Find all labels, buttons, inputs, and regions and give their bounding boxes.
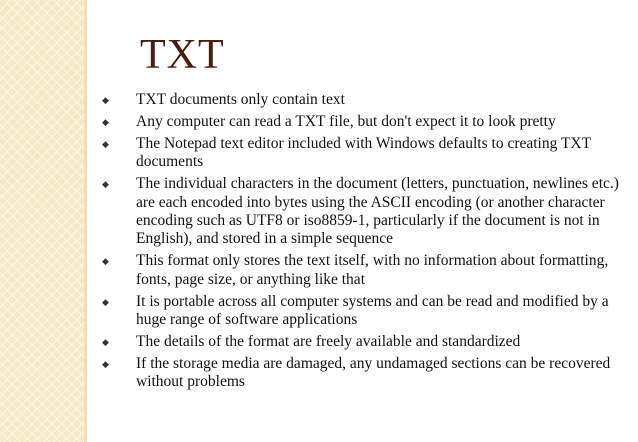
bullet-icon: ◆: [102, 116, 109, 127]
bullet-text: Any computer can read a TXT file, but don't expect it to look pretty: [136, 112, 556, 130]
bullet-item: [100, 135, 625, 172]
bullet-icon: ◆: [102, 95, 109, 105]
bullet-item: [100, 252, 625, 289]
bullet-list: [100, 91, 625, 395]
slide-title: TXT: [140, 32, 225, 78]
bullet-item: [100, 175, 625, 249]
bullet-icon: ◆: [102, 296, 109, 307]
bullet-text: This format only stores the text itself, with no information about formatting, fonts, page size, or anything like that: [136, 252, 609, 288]
bullet-icon: ◆: [102, 179, 109, 190]
bullet-text: TXT documents only contain text: [136, 91, 345, 108]
side-divider: [84, 0, 87, 442]
bullet-text: The individual characters in the document (letters, punctuation, newlines etc.) are each encoded into bytes using the ASCII encoding (or another character encoding such as UTF8 or iso8859-1, particularly if the document is not in English), and stored in a simple sequence: [136, 175, 619, 248]
bullet-icon: ◆: [102, 138, 109, 149]
bullet-icon: ◆: [102, 336, 109, 347]
bullet-text: The details of the format are freely available and standardized: [136, 332, 521, 350]
bullet-item: [100, 113, 625, 131]
bullet-item: [100, 355, 625, 392]
bullet-icon: ◆: [102, 358, 109, 369]
bullet-text: It is portable across all computer systems and can be read and modified by a huge range of software applications: [136, 292, 609, 328]
decorative-side-strip: [0, 0, 84, 442]
bullet-text: If the storage media are damaged, any undamaged sections can be recovered without problems: [136, 354, 611, 391]
bullet-item: [100, 91, 625, 109]
bullet-text: The Notepad text editor included with Windows defaults to creating TXT documents: [136, 134, 591, 171]
bullet-icon: ◆: [102, 256, 109, 267]
bullet-item: [100, 333, 625, 351]
bullet-item: [100, 293, 625, 330]
